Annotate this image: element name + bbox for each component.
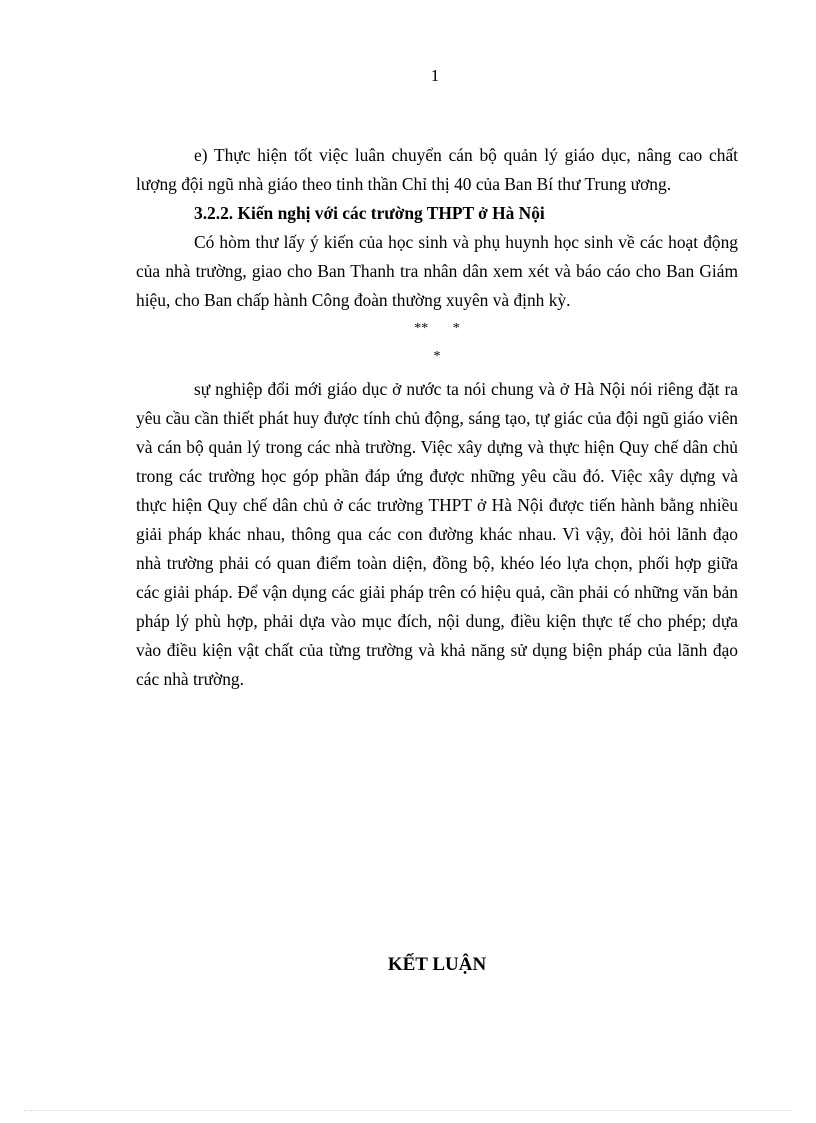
- document-body: [136, 141, 738, 694]
- paragraph-e: e) Thực hiện tốt việc luân chuyển cán bộ quản lý giáo dục, nâng cao chất lượng đội ngũ nhà giáo theo tinh thần Chỉ thị 40 của Ban Bí thư Trung ương.: [136, 145, 738, 194]
- conclusion-title: KẾT LUẬN: [387, 954, 487, 975]
- page-number: 1: [430, 66, 440, 85]
- section-heading: 3.2.2. Kiến nghị với các trường THPT ở Hà Nội: [194, 203, 545, 223]
- divider-stars-top: ** *: [414, 321, 460, 336]
- divider-stars-bottom: *: [433, 349, 441, 364]
- paragraph-recommendation: Có hòm thư lấy ý kiến của học sinh và phụ huynh học sinh về các hoạt động của nhà trường, giao cho Ban Thanh tra nhân dân xem xét và báo cáo cho Ban Giám hiệu, cho Ban chấp hành Công đoàn thường xuyên và định kỳ.: [136, 232, 738, 310]
- footer-divider: [24, 1110, 792, 1111]
- paragraph-summary: sự nghiệp đổi mới giáo dục ở nước ta nói chung và ở Hà Nội nói riêng đặt ra yêu cầu cần thiết phát huy được tính chủ động, sáng tạo, tự giác của đội ngũ giáo viên và cán bộ quản lý trong các nhà trường. Việc xây dựng và thực hiện Quy chế dân chủ trong các trường học góp phần đáp ứng được những yêu cầu đó. Việc xây dựng và thực hiện Quy chế dân chủ ở các trường THPT ở Hà Nội được tiến hành bằng nhiều giải pháp khác nhau, thông qua các con đường khác nhau. Vì vậy, đòi hỏi lãnh đạo nhà trường phải có quan điểm toàn diện, đồng bộ, khéo léo lựa chọn, phối hợp giữa các giải pháp. Để vận dụng các giải pháp trên có hiệu quả, cần phải có những văn bản pháp lý phù hợp, phải dựa vào mục đích, nội dung, điều kiện thực tế cho phép; dựa vào điều kiện vật chất của từng trường và khả năng sử dụng biện pháp của lãnh đạo các nhà trường.: [136, 379, 738, 689]
